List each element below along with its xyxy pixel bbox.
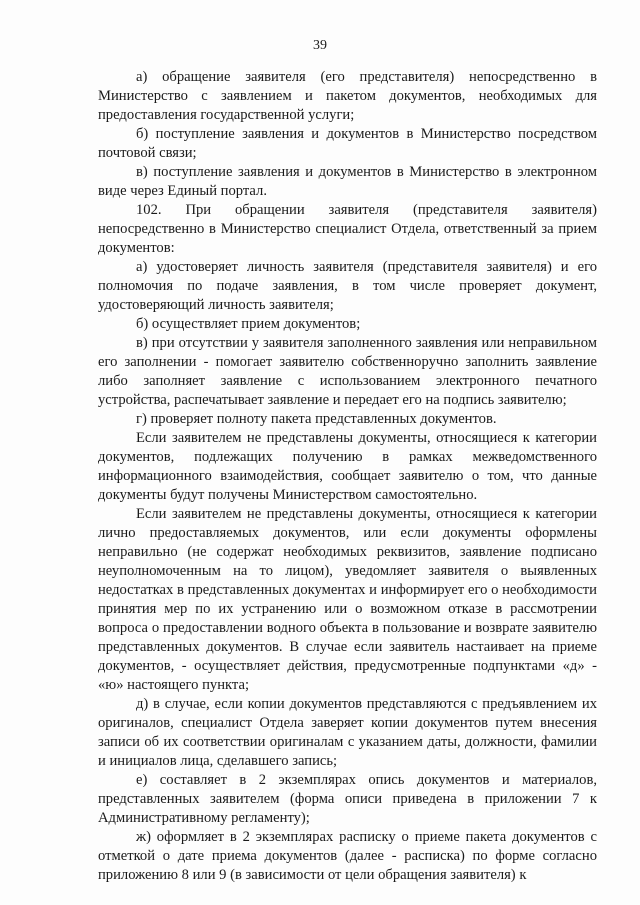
- paragraph: Если заявителем не представлены документы, относящиеся к категории лично предоставляемых документов, или если документы оформлены неправильно (не содержат необходимых реквизитов, заявление подписано неуполномоченным на то лицом), уведомляет заявителя о выявленных недостатках в представленных документах и информирует его о необходимости принятия мер по их устранению или о возможном отказе в рассмотрении вопроса о предоставлении водного объекта в пользование и возврате заявителю представленных документов. В случае если заявитель настаивает на приеме документов, - осуществляет действия, предусмотренные подпунктами «д» - «ю» настоящего пункта;: [98, 506, 597, 693]
- paragraph: б) осуществляет прием документов;: [136, 316, 361, 332]
- paragraph: г) проверяет полноту пакета представленных документов.: [136, 411, 497, 427]
- paragraph: е) составляет в 2 экземплярах опись документов и материалов, представленных заявителем (форма описи приведена в приложении 7 к Административному регламенту);: [98, 772, 597, 826]
- paragraph: д) в случае, если копии документов представляются с предъявлением их оригиналов, специалист Отдела заверяет копии документов путем внесения записи об их соответствии оригиналам с указанием даты, должности, фамилии и инициалов лица, сделавшего запись;: [98, 696, 597, 769]
- paragraph: а) удостоверяет личность заявителя (представителя заявителя) и его полномочия по подаче заявления, в том числе проверяет документ, удостоверяющий личность заявителя;: [98, 259, 597, 313]
- paragraph: а) обращение заявителя (его представителя) непосредственно в Министерство с заявлением и пакетом документов, необходимых для предоставления государственной услуги;: [98, 69, 597, 123]
- paragraph: в) поступление заявления и документов в Министерство в электронном виде через Единый портал.: [98, 164, 597, 199]
- paragraph: 102. При обращении заявителя (представителя заявителя) непосредственно в Министерство специалист Отдела, ответственный за прием документов:: [98, 202, 597, 256]
- body-text: [98, 68, 597, 885]
- paragraph: в) при отсутствии у заявителя заполненного заявления или неправильном его заполнении - помогает заявителю собственноручно заполнить заявление либо заполняет заявление с использованием электронного печатного устройства, распечатывает заявление и передает его на подпись заявителю;: [98, 335, 597, 408]
- paragraph: ж) оформляет в 2 экземплярах расписку о приеме пакета документов с отметкой о дате приема документов (далее - расписка) по форме согласно приложению 8 или 9 (в зависимости от цели обращения заявителя) к: [98, 829, 597, 883]
- page-number: 39: [313, 38, 327, 53]
- paragraph: б) поступление заявления и документов в Министерство посредством почтовой связи;: [98, 126, 597, 161]
- paragraph: Если заявителем не представлены документы, относящиеся к категории документов, подлежащих получению в рамках межведомственного информационного взаимодействия, сообщает заявителю о том, что данные документы будут получены Министерством самостоятельно.: [98, 430, 597, 503]
